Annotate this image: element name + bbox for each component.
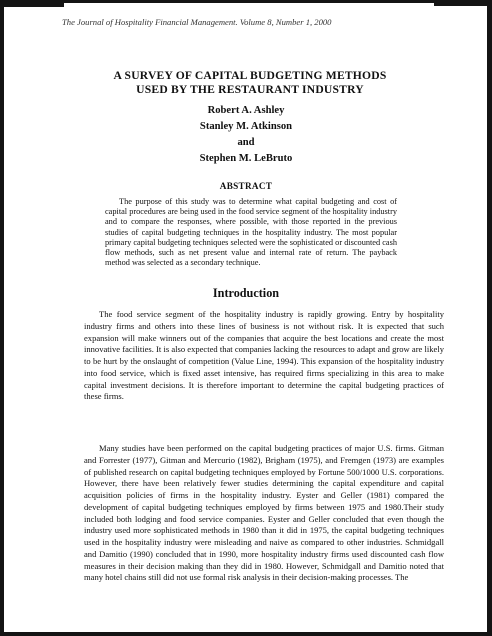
title-line-1: A SURVEY OF CAPITAL BUDGETING METHODS [113,69,387,82]
author-2: Stanley M. Atkinson [199,121,293,132]
journal-header: The Journal of Hospitality Financial Management. Volume 8, Number 1, 2000 [62,17,332,27]
author-1: Robert A. Ashley [207,105,285,116]
abstract-heading: ABSTRACT [219,181,273,191]
author-3: Stephen M. LeBruto [199,153,293,164]
scan-edge-mark [434,3,488,6]
body-paragraph: Many studies have been performed on the capital budgeting practices of major U.S. firms. Gitman and Forrester (1977), Gitman and Mercurio (1982), Brigham (1975), and Fremgen (1973) are examples of published research on capital budgeting techniques employed by Fortune 500/1000 U.S. corporations. However, there have been relatively fewer studies determining the capital expenditure and capital acquisition policies of firms in the hospitality industry. Eyster and Geller (1981) compared the development of capital budgeting techniques employed by firms between 1975 and 1980.Their study included both lodging and food service companies. Eyster and Geller concluded that even though the industry used more sophisticated methods in 1980 than it did in 1975, the capital budgeting techniques used in the hospitality industry were misleading and naive as compared to other industries. Schmidgall and Damitio (1990) concluded that in 1990, more hospitality industry firms used discounted cash flow measures in their decision making than they did in 1980. However, Schmidgall and Damitio noted that many hotel chains still did not use formal risk analysis in their decision-making processes. The [84,443,444,583]
body-paragraph: The food service segment of the hospitality industry is rapidly growing. Entry by hospitality industry firms and others into these lines of business is not without risk. It is expected that such expansion will make winners out of the companies that acquire the best locations and create the most innovative facilities. It is also expected that companies lacking the resources to adapt and grow are likely to be hurt by the onslaught of competition (Value Line, 1994). This expansion of the hospitality industry into food service, which is fixed asset intensive, has required firms specializing in this area to make capital investment decisions. It is therefore important to determine the capital budgeting practices of these firms. [84,309,444,402]
title-line-2: USED BY THE RESTAURANT INDUSTRY [136,83,364,96]
section-heading-introduction: Introduction [212,286,280,300]
abstract-text: The purpose of this study was to determine what capital budgeting and cost of capital procedures are being used in the food service segment of the hospitality industry and to compare the responses, where possible, with those reported in the previous studies of capital budgeting techniques in the hospitality industry. The most popular primary capital budgeting techniques selected were the sophisticated or discounted cash flow methods, such as net present value and internal rate of return. The payback method was selected as a secondary technique. [105,197,397,268]
paper-title [44,69,456,97]
author-conjunction: and [237,137,255,148]
scan-edge-mark [4,3,64,7]
